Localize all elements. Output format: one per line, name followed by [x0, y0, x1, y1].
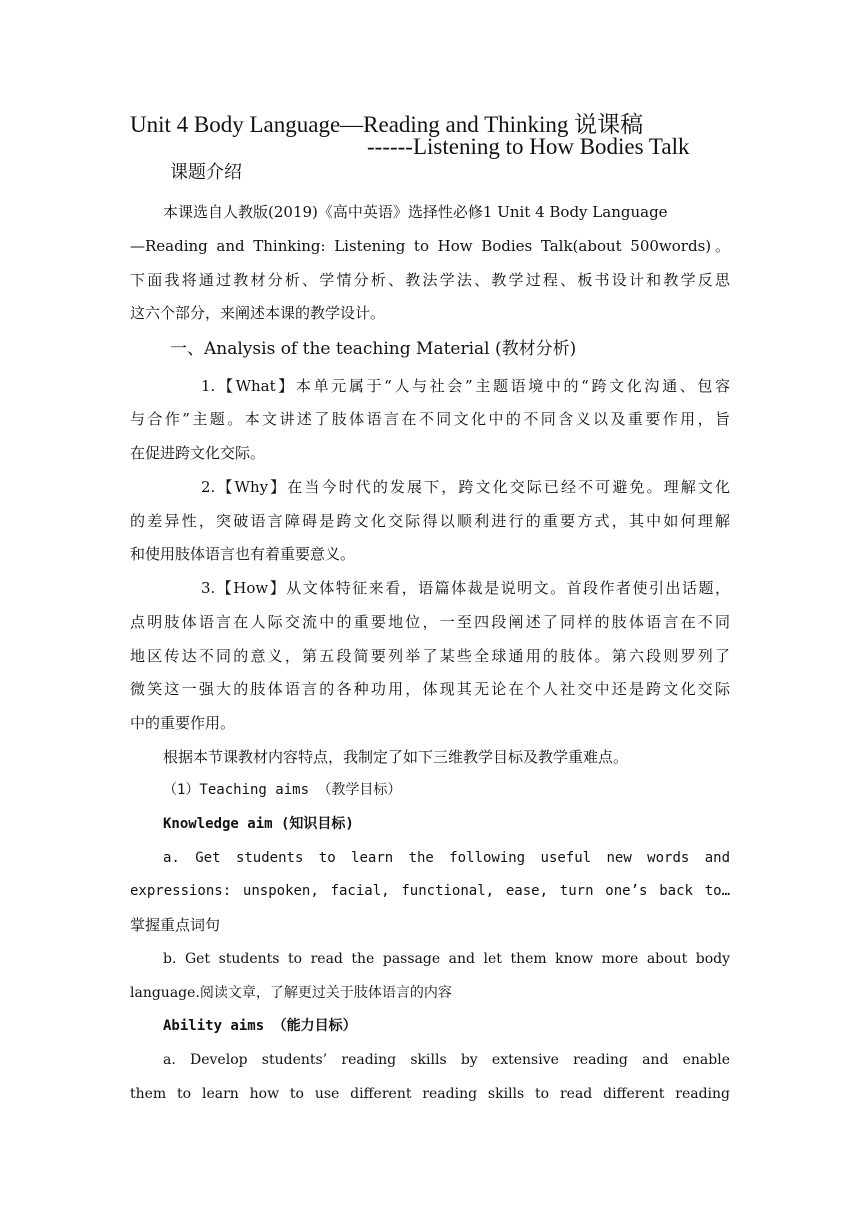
document-subtitle: ------Listening to How Bodies Talk	[367, 134, 690, 159]
why-paragraph-line: 和使用肢体语言也有着重要意义。	[130, 545, 356, 563]
teaching-aims-heading: （1）Teaching aims （教学目标）	[163, 782, 402, 798]
knowledge-b-line: b. Get students to read the passage and let them know more about body	[163, 951, 730, 967]
knowledge-a-line: a. Get students to learn the following useful new words and	[163, 850, 730, 866]
what-paragraph-line: 与合作”主题。本文讲述了肢体语言在不同文化中的不同含义以及重要作用，旨	[130, 410, 730, 428]
intro-line: —Reading and Thinking: Listening to How Bodies Talk(about 500words)。	[130, 237, 730, 255]
section-heading: 一、Analysis of the teaching Material (教材分析)	[170, 339, 577, 359]
knowledge-aim-heading: Knowledge aim (知识目标)	[163, 816, 354, 832]
how-paragraph-line: 3.【How】从文体特征来看，语篇体裁是说明文。首段作者使引出话题，	[201, 579, 730, 597]
ability-a-line: a. Develop students’ reading skills by extensive reading and enable	[163, 1052, 730, 1068]
how-paragraph-line: 微笑这一强大的肢体语言的各种功用，体现其无论在个人社交中还是跨文化交际	[130, 680, 730, 698]
what-paragraph-line: 1.【What】本单元属于“人与社会”主题语境中的“跨文化沟通、包容	[201, 377, 730, 395]
knowledge-a-line: 掌握重点词句	[130, 916, 221, 934]
how-paragraph-line: 点明肢体语言在人际交流中的重要地位，一至四段阐述了同样的肢体语言在不同	[130, 613, 730, 631]
why-paragraph-line: 2.【Why】在当今时代的发展下，跨文化交际已经不可避免。理解文化	[201, 478, 730, 496]
ability-aims-heading: Ability aims （能力目标）	[163, 1018, 357, 1034]
how-paragraph-line: 中的重要作用。	[130, 714, 236, 732]
knowledge-a-line: expressions: unspoken, facial, functional, ease, turn one’s back to…	[130, 883, 730, 899]
knowledge-b-line: language.阅读文章，了解更过关于肢体语言的内容	[130, 985, 452, 1001]
why-paragraph-line: 的差异性，突破语言障碍是跨文化交际得以顺利进行的重要方式，其中如何理解	[130, 512, 730, 530]
document-title: Unit 4 Body Language—Reading and Thinking 说课稿	[130, 112, 644, 137]
how-paragraph-line: 地区传达不同的意义，第五段简要列举了某些全球通用的肢体。第六段则罗列了	[130, 647, 730, 665]
intro-line: 本课选自人教版(2019)《高中英语》选择性必修1 Unit 4 Body Language	[163, 203, 668, 221]
goal-intro: 根据本节课教材内容特点，我制定了如下三维教学目标及教学重难点。	[163, 748, 629, 766]
ability-a-line: them to learn how to use different reading skills to read different reading	[130, 1086, 730, 1102]
intro-line: 这六个部分，来阐述本课的教学设计。	[130, 304, 386, 322]
intro-heading: 课题介绍	[170, 162, 242, 183]
intro-line: 下面我将通过教材分析、学情分析、教法学法、教学过程、板书设计和教学反思	[130, 271, 730, 289]
what-paragraph-line: 在促进跨文化交际。	[130, 444, 266, 462]
